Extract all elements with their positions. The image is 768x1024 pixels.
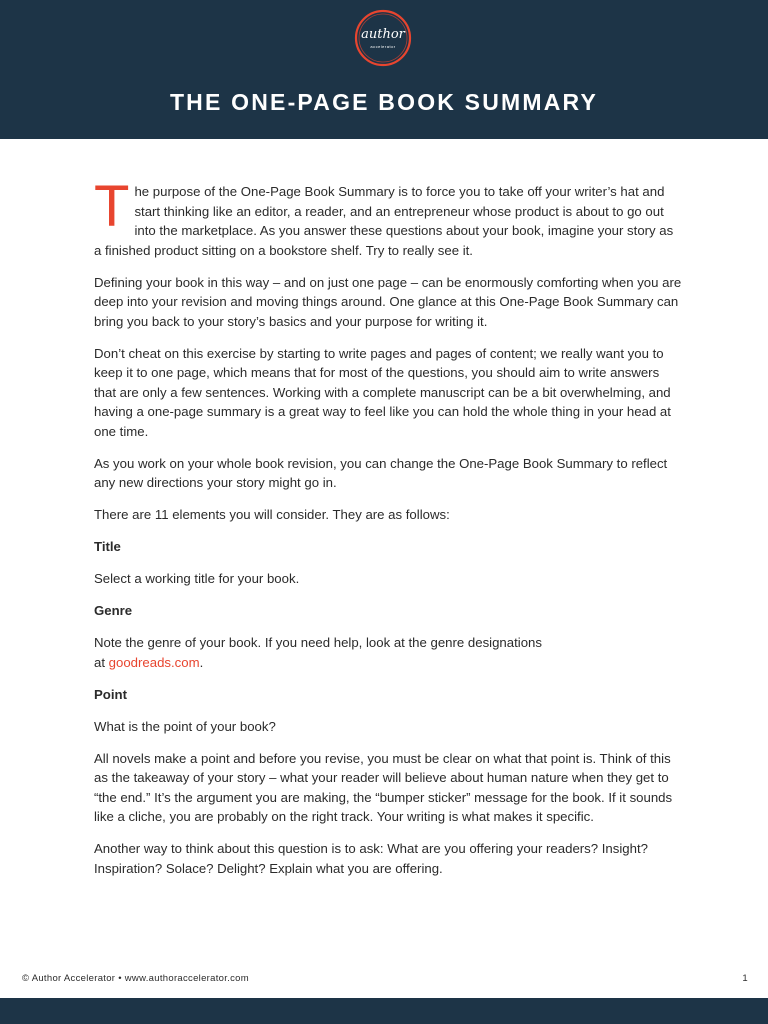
genre-description bbox=[94, 633, 684, 672]
point-question: What is the point of your book? bbox=[94, 718, 276, 734]
footer-bar bbox=[0, 998, 768, 1024]
author-accelerator-logo bbox=[352, 7, 414, 69]
paragraph-elements: There are 11 elements you will consider. They are as follows: bbox=[94, 507, 450, 522]
document-title: THE ONE-PAGE BOOK SUMMARY bbox=[169, 89, 599, 115]
logo-subtext: accelerator bbox=[370, 44, 396, 49]
genre-at: at bbox=[94, 654, 109, 670]
paragraph-point-offering: Another way to think about this question is to ask: What are you offering your readers? Insight? Inspiration? Solace? Delight? Explain what you are offering. bbox=[94, 841, 648, 876]
title-description: Select a working title for your book. bbox=[94, 571, 300, 586]
page-footer bbox=[22, 973, 748, 987]
paragraph-revision: As you work on your whole book revision, you can change the One-Page Book Summary to reflect any new directions your story might go in. bbox=[94, 455, 668, 490]
paragraph-dont-cheat: Don’t cheat on this exercise by starting to write pages and pages of content; we really want you to keep it to one page, which means that for most of the questions, you should aim to write answers that are only a few sentences. Working with a complete manuscript can be a bit overwhelming, and having a one-page summary is a great way to feel like you can hold the whole thing in your head at one time. bbox=[94, 345, 671, 439]
goodreads-link[interactable]: goodreads.com bbox=[108, 654, 200, 670]
genre-period: . bbox=[199, 654, 204, 670]
genre-text: Note the genre of your book. If you need help, look at the genre designations bbox=[94, 635, 542, 650]
heading-genre: Genre bbox=[94, 603, 133, 618]
footer-copyright: © Author Accelerator • www.authoraccelerator.com bbox=[22, 973, 249, 984]
intro-paragraph bbox=[94, 174, 684, 260]
heading-title: Title bbox=[94, 539, 121, 554]
paragraph-defining: Defining your book in this way – and on just one page – can be enormously comforting when you are deep into your revision and moving things around. One glance at this One-Page Book Summary can bring you back to your story’s basics and your purpose for writing it. bbox=[94, 274, 682, 329]
intro-text: he purpose of the One-Page Book Summary is to force you to take off your writer’s hat and start thinking like an editor, a reader, and an entrepreneur whose product is about to go out into the marketplace. As you answer these questions about your book, imagine your story as a finished product sitting on a bookstore shelf. Try to really see it. bbox=[94, 184, 674, 258]
paragraph-point-explained: All novels make a point and before you revise, you must be clear on what that point is. Think of this as the takeaway of your story – what your reader will believe about human nature when they get to “the end.” It’s the argument you are making, the “bumper sticker” message for the book. If it sounds like a cliche, you are probably on the right track. Your writing is what makes it specific. bbox=[94, 750, 673, 824]
document-body bbox=[94, 174, 684, 891]
page-number: 1 bbox=[742, 973, 748, 984]
heading-point: Point bbox=[94, 686, 127, 702]
header-banner bbox=[0, 0, 768, 139]
logo-text: author bbox=[361, 27, 405, 42]
drop-cap: T bbox=[94, 174, 130, 239]
